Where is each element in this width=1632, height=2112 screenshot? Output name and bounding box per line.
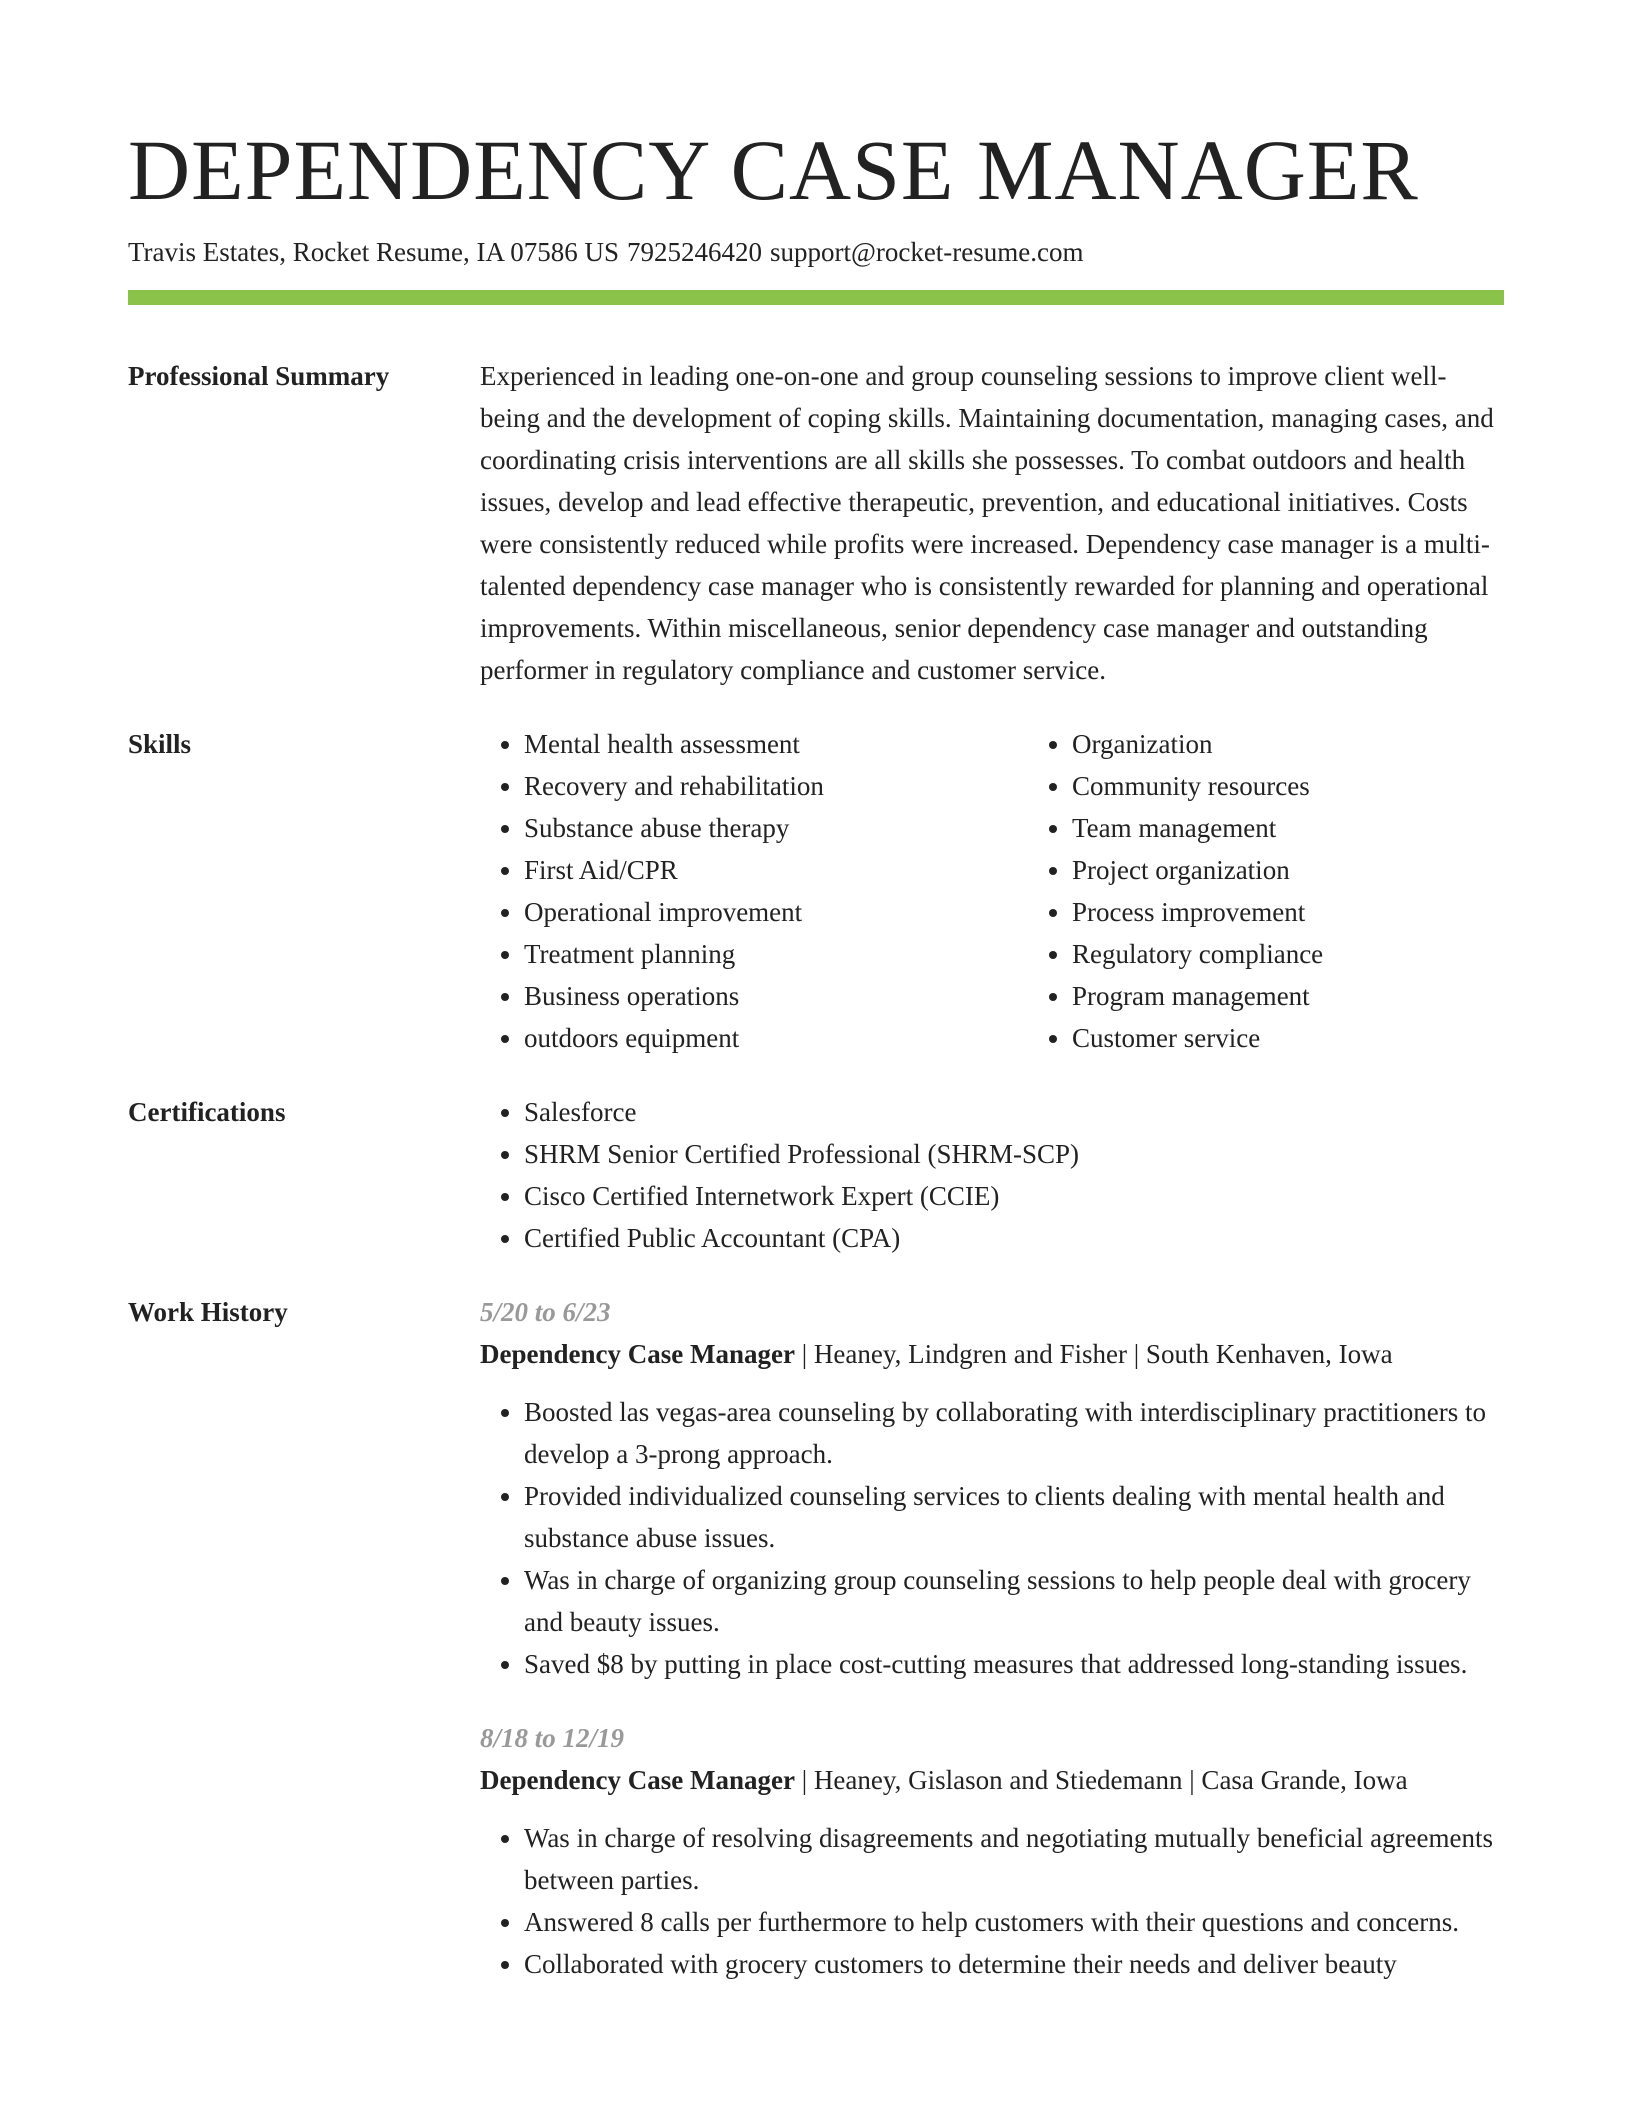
job-bullets (480, 1391, 1504, 1685)
job-dates: 5/20 to 6/23 (480, 1297, 611, 1327)
job-bullets (480, 1817, 1504, 1985)
skill-item: • Treatment planning (524, 933, 1028, 975)
job-title: Dependency Case Manager (480, 1765, 795, 1795)
skills-section (128, 723, 1504, 1059)
certification-item: • Certified Public Accountant (CPA) (524, 1217, 1504, 1259)
skill-item: • Customer service (1072, 1017, 1576, 1059)
certifications-heading: Certifications (128, 1097, 286, 1127)
contact-email: support@rocket-resume.com (769, 237, 1084, 267)
job-bullet: • Answered 8 calls per furthermore to help customers with their questions and concerns. (524, 1901, 1504, 1943)
resume-page (128, 120, 1504, 2017)
skills-list-right (1028, 723, 1576, 1059)
job-bullet: • Was in charge of organizing group counseling sessions to help people deal with grocery and beauty issues. (524, 1559, 1504, 1643)
skill-item: • Operational improvement (524, 891, 1028, 933)
job-heading (480, 1333, 1504, 1375)
certification-item: • Salesforce (524, 1091, 1504, 1133)
skill-item: • Recovery and rehabilitation (524, 765, 1028, 807)
skill-item: • Business operations (524, 975, 1028, 1017)
skill-item: • Project organization (1072, 849, 1576, 891)
job-dates: 8/18 to 12/19 (480, 1723, 625, 1753)
summary-section (128, 355, 1504, 691)
contact-address: Travis Estates, Rocket Resume, IA 07586 US (128, 237, 619, 267)
job-bullet: • Was in charge of resolving disagreements and negotiating mutually beneficial agreements between parties. (524, 1817, 1504, 1901)
skill-item: • Regulatory compliance (1072, 933, 1576, 975)
summary-text: Experienced in leading one-on-one and group counseling sessions to improve client well-being and the development of coping skills. Maintaining documentation, managing cases, and coordinating crisis interventions are all skills she possesses. To combat outdoors and health issues, develop and lead effective therapeutic, prevention, and educational initiatives. Costs were consistently reduced while profits were increased. Dependency case manager is a multi-talented dependency case manager who is consistently rewarded for planning and operational improvements. Within miscellaneous, senior dependency case manager and outstanding performer in regulatory compliance and customer service. (480, 361, 1494, 685)
skill-item: • Team management (1072, 807, 1576, 849)
job-heading (480, 1759, 1504, 1801)
work-history-heading: Work History (128, 1297, 288, 1327)
job-entry (480, 1291, 1504, 1685)
contact-phone: 7925246420 (626, 237, 762, 267)
certification-item: • SHRM Senior Certified Professional (SHRM-SCP) (524, 1133, 1504, 1175)
job-employer-location: | Heaney, Lindgren and Fisher | South Kenhaven, Iowa (794, 1339, 1393, 1369)
accent-divider (128, 290, 1504, 305)
certification-item: • Cisco Certified Internetwork Expert (CCIE) (524, 1175, 1504, 1217)
skill-item: • Mental health assessment (524, 723, 1028, 765)
summary-heading: Professional Summary (128, 361, 390, 391)
skill-item: • First Aid/CPR (524, 849, 1028, 891)
contact-line (128, 234, 1504, 270)
job-entry (480, 1717, 1504, 1985)
skill-item: • Substance abuse therapy (524, 807, 1028, 849)
job-bullet: • Saved $8 by putting in place cost-cutting measures that addressed long-standing issues. (524, 1643, 1504, 1685)
skills-heading: Skills (128, 729, 192, 759)
certifications-list (480, 1091, 1504, 1259)
skill-item: • Organization (1072, 723, 1576, 765)
skill-item: • Program management (1072, 975, 1576, 1017)
skill-item: • Process improvement (1072, 891, 1576, 933)
job-employer-location: | Heaney, Gislason and Stiedemann | Casa Grande, Iowa (794, 1765, 1408, 1795)
job-bullet: • Provided individualized counseling services to clients dealing with mental health and substance abuse issues. (524, 1475, 1504, 1559)
work-history-section (128, 1291, 1504, 2017)
certifications-section (128, 1091, 1504, 1259)
job-title: Dependency Case Manager (480, 1339, 795, 1369)
skill-item: • Community resources (1072, 765, 1576, 807)
job-bullet: • Collaborated with grocery customers to determine their needs and deliver beauty (524, 1943, 1504, 1985)
resume-title: DEPENDENCY CASE MANAGER (128, 122, 1419, 218)
skill-item: • outdoors equipment (524, 1017, 1028, 1059)
job-bullet: • Boosted las vegas-area counseling by collaborating with interdisciplinary practitioners to develop a 3-prong approach. (524, 1391, 1504, 1475)
skills-list-left (480, 723, 1028, 1059)
